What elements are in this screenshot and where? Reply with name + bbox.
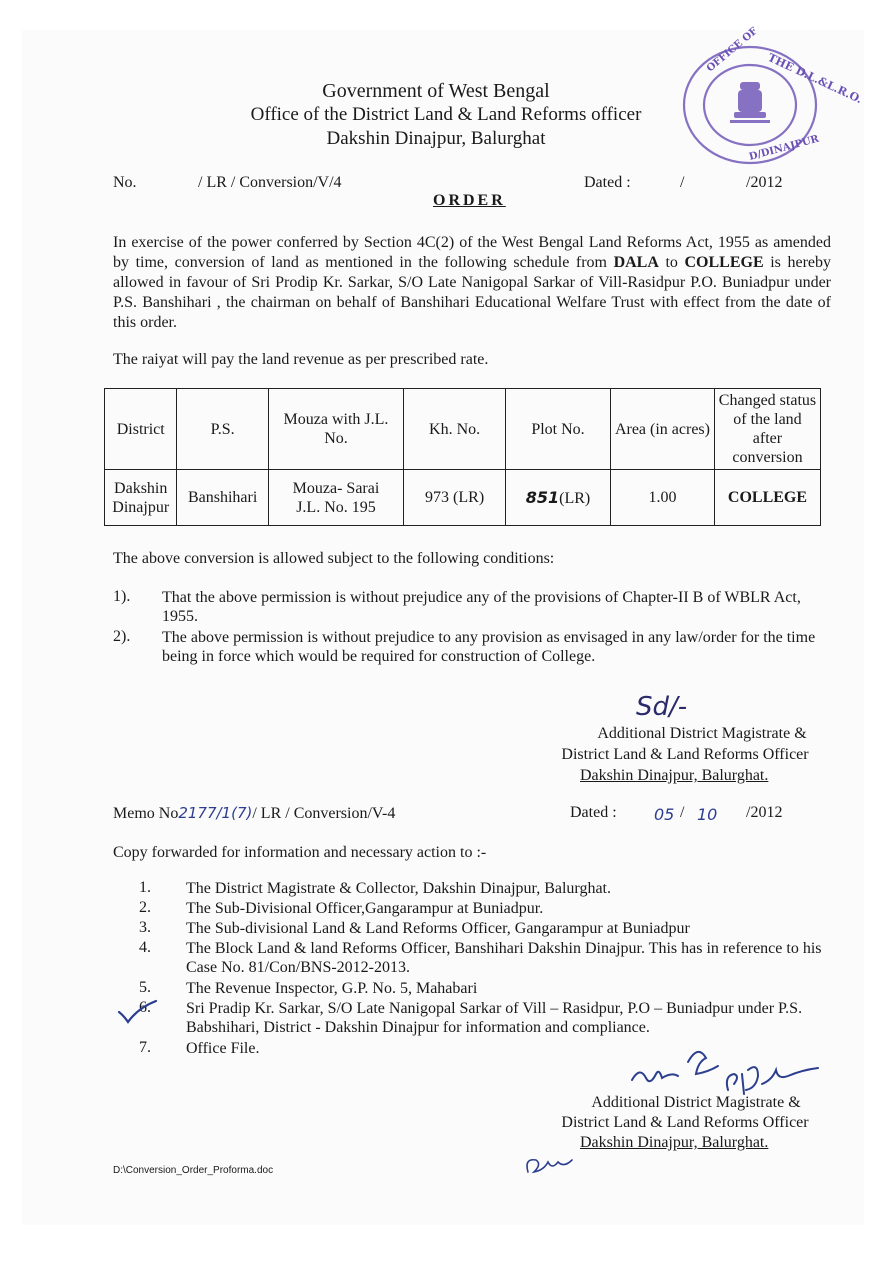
order-paragraph: In exercise of the power conferred by Section 4C(2) of the West Bengal Land Reforms Act, 1955 as amended by time, conversion of land as mentioned in the following schedule from DALA to COLLEGE is hereby allowed in favour of Sri Prodip Kr. Sarkar, S/O Late Nanigopal Sarkar of Vill-Rasidpur P.O. Buniadpur under P.S. Banshihari , the chairman on behalf of Banshihari Educational Welfare Trust with effect from the date of this order.: [113, 234, 831, 331]
copy-text-4: The Block Land & land Reforms Officer, Banshihari Dakshin Dinajpur. This has in reference to his Case No. 81/Con/BNS-2012-2013.: [186, 940, 822, 976]
sig1-title-3: Dakshin Dinajpur, Balurghat.: [580, 767, 769, 784]
footer-file-path: D:\Conversion_Order_Proforma.doc: [113, 1165, 274, 1176]
td-plot-no: 851(LR): [506, 470, 611, 526]
ref-no-label: No.: [113, 174, 137, 191]
ref-no-value: / LR / Conversion/V/4: [198, 174, 342, 191]
copy-num-2: 2.: [139, 899, 151, 916]
th-district: District: [105, 389, 177, 470]
sig2-title-3: Dakshin Dinajpur, Balurghat.: [580, 1134, 769, 1151]
memo-dated-sep: /: [680, 804, 685, 821]
ref-dated-year: /2012: [746, 174, 783, 191]
header-office: Office of the District Land & Land Reforms officer: [250, 104, 642, 125]
sig2-title-1: Additional District Magistrate &: [591, 1094, 801, 1111]
copy-num-7: 7.: [139, 1039, 151, 1056]
memo-handwritten-no: 2177/1(7): [178, 804, 253, 822]
copy-num-3: 3.: [139, 919, 151, 936]
th-ps: P.S.: [177, 389, 268, 470]
copy-text-7: Office File.: [186, 1040, 260, 1057]
condition-text-2: The above permission is without prejudice to any provision as envisaged in any law/order for the time being in force which would be required for construction of College.: [162, 629, 816, 665]
memo-dated-month: 10: [697, 805, 718, 824]
td-kh-no: 973 (LR): [404, 470, 506, 526]
memo-dated-label: Dated :: [570, 804, 617, 821]
sig2-title-2: District Land & Land Reforms Officer: [561, 1114, 809, 1131]
copy-num-4: 4.: [139, 939, 151, 956]
td-district: Dakshin Dinajpur: [105, 470, 177, 526]
checkmark-icon: [116, 998, 160, 1026]
signature-sd: Sd/-: [636, 692, 688, 722]
td-ps: Banshihari: [177, 470, 268, 526]
td-mouza: Mouza- Sarai J.L. No. 195: [268, 470, 403, 526]
header-location: Dakshin Dinajpur, Balurghat: [326, 128, 546, 149]
copy-text-6: Sri Pradip Kr. Sarkar, S/O Late Nanigopal Sarkar of Vill – Rasidpur, P.O – Buniadpur under P.S. Babshihari, District - Dakshin Dinajpur for information and compliance.: [186, 1000, 803, 1036]
th-kh-no: Kh. No.: [404, 389, 506, 470]
memo-dated-day: 05: [654, 805, 675, 824]
condition-text-1: That the above permission is without prejudice any of the provisions of Chapter-II B of WBLR Act, 1955.: [162, 589, 801, 625]
th-plot-no: Plot No.: [506, 389, 611, 470]
table-header-row: [105, 389, 821, 470]
conditions-intro: The above conversion is allowed subject to the following conditions:: [113, 550, 555, 567]
condition-num-1: 1).: [113, 588, 131, 605]
memo-dated-year: /2012: [746, 804, 783, 821]
copy-num-1: 1.: [139, 879, 151, 896]
ref-dated-sep: /: [680, 174, 685, 191]
copy-num-5: 5.: [139, 979, 151, 996]
condition-num-2: 2).: [113, 628, 131, 645]
schedule-table: [104, 388, 821, 526]
revenue-note: The raiyat will pay the land revenue as per prescribed rate.: [113, 351, 489, 368]
handwritten-initials: [522, 1150, 582, 1180]
memo-line: Memo No2177/1(7)/ LR / Conversion/V-4: [113, 804, 396, 822]
svg-text:THE D.L.&L.R.O.: THE D.L.&L.R.O.: [765, 50, 865, 107]
th-changed-status: Changed status of the land after conversion: [714, 389, 820, 470]
th-mouza: Mouza with J.L. No.: [268, 389, 403, 470]
copy-intro: Copy forwarded for information and necessary action to :-: [113, 844, 487, 861]
header-government: Government of West Bengal: [322, 80, 550, 102]
handwritten-signature: [620, 1040, 830, 1100]
sig1-title-2: District Land & Land Reforms Officer: [561, 746, 809, 763]
ref-dated-label: Dated :: [584, 174, 631, 191]
copy-text-2: The Sub-Divisional Officer,Gangarampur at Buniadpur.: [186, 900, 544, 917]
td-status: COLLEGE: [714, 470, 820, 526]
table-row: [105, 470, 821, 526]
to-status: COLLEGE: [684, 254, 764, 271]
copy-num-6: 6.: [139, 999, 151, 1016]
svg-text:OFFICE OF: OFFICE OF: [704, 25, 760, 75]
sig1-title-1: Additional District Magistrate &: [597, 725, 807, 742]
th-area: Area (in acres): [611, 389, 715, 470]
copy-text-3: The Sub-divisional Land & Land Reforms Officer, Gangarampur at Buniadpur: [186, 920, 690, 937]
copy-text-5: The Revenue Inspector, G.P. No. 5, Mahabari: [186, 980, 478, 997]
td-area: 1.00: [611, 470, 715, 526]
copy-text-1: The District Magistrate & Collector, Dakshin Dinajpur, Balurghat.: [186, 880, 611, 897]
plot-handwritten: 851: [525, 487, 560, 507]
from-status: DALA: [613, 254, 659, 271]
svg-text:D/DINAJPUR: D/DINAJPUR: [747, 133, 821, 163]
order-title: ORDER: [433, 192, 506, 209]
